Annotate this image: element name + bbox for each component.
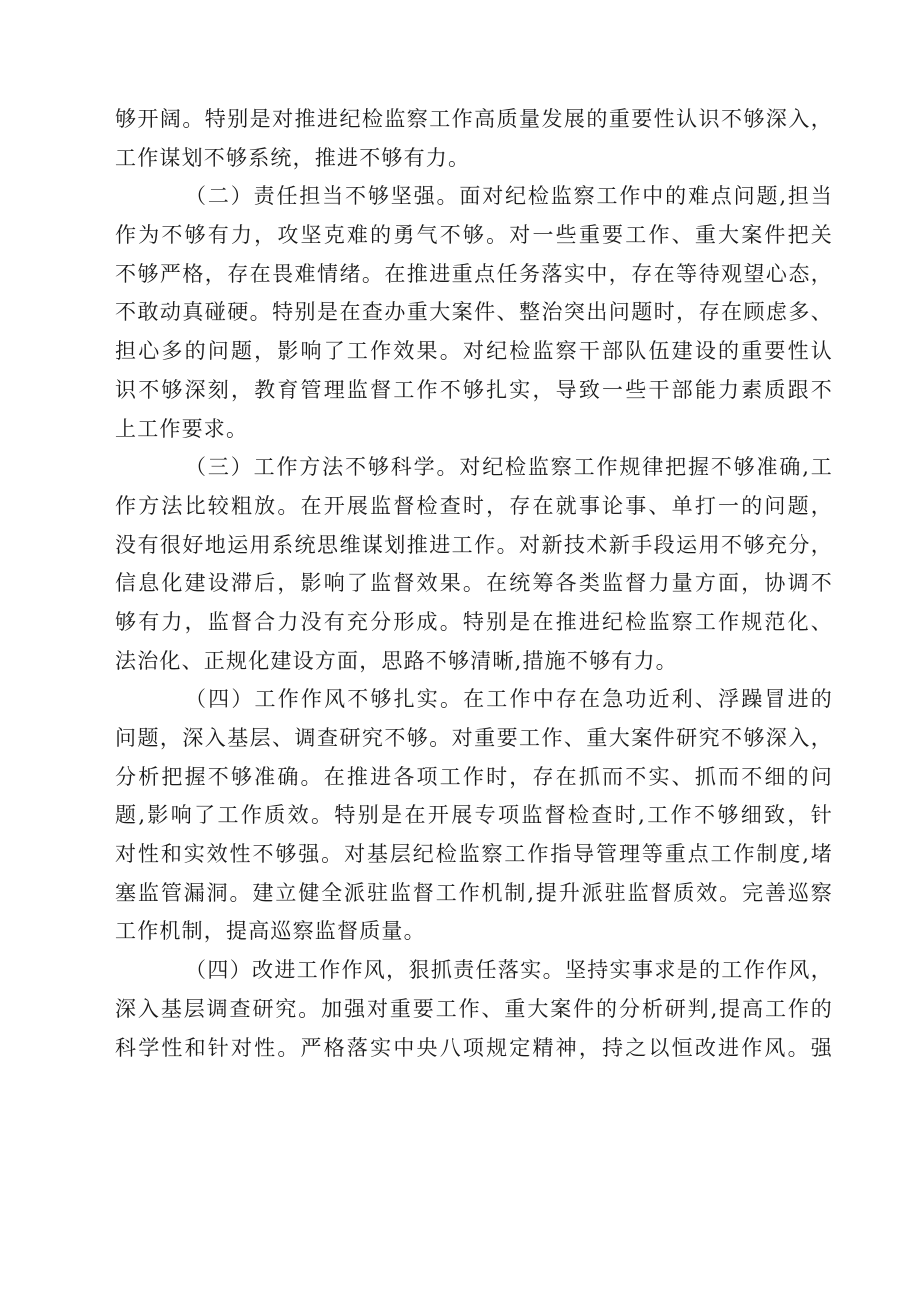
text-line: 法治化、正规化建设方面，思路不够清晰,措施不够有力。 bbox=[115, 648, 678, 673]
text-line: 不敢动真碰硬。特别是在查办重大案件、整治突出问题时，存在顾虑多、 bbox=[115, 300, 833, 325]
text-line: 担心多的问题，影响了工作效果。对纪检监察干部队伍建设的重要性认 bbox=[115, 339, 833, 364]
text-line: 不够严格，存在畏难情绪。在推进重点任务落实中，存在等待观望心态， bbox=[115, 261, 833, 286]
text-line: 工作机制，提高巡察监督质量。 bbox=[115, 919, 426, 944]
text-line: 题,影响了工作质效。特别是在开展专项监督检查时,工作不够细致，针 bbox=[115, 803, 833, 828]
text-line: 作为不够有力，攻坚克难的勇气不够。对一些重要工作、重大案件把关 bbox=[115, 223, 833, 248]
section-heading-line: （二）责任担当不够坚强。面对纪检监察工作中的难点问题,担当 bbox=[185, 184, 833, 209]
text-line: 塞监管漏洞。建立健全派驻监督工作机制,提升派驻监督质效。完善巡察 bbox=[115, 880, 833, 905]
section-heading-line: （四）工作作风不够扎实。在工作中存在急功近利、浮躁冒进的 bbox=[185, 687, 833, 712]
text-line: 对性和实效性不够强。对基层纪检监察工作指导管理等重点工作制度,堵 bbox=[115, 842, 833, 867]
text-line: 分析把握不够准确。在推进各项工作时，存在抓而不实、抓而不细的问 bbox=[115, 764, 833, 789]
text-line: 作方法比较粗放。在开展监督检查时，存在就事论事、单打一的问题， bbox=[115, 493, 833, 518]
text-line: 上工作要求。 bbox=[115, 416, 249, 441]
text-line: 问题，深入基层、调查研究不够。对重要工作、重大案件研究不够深入， bbox=[115, 726, 833, 750]
text-line: 够有力，监督合力没有充分形成。特别是在推进纪检监察工作规范化、 bbox=[115, 609, 833, 634]
text-line: 识不够深刻，教育管理监督工作不够扎实，导致一些干部能力素质跟不 bbox=[115, 377, 833, 402]
section-heading-line: （三）工作方法不够科学。对纪检监察工作规律把握不够准确,工 bbox=[185, 455, 833, 480]
text-line: 够开阔。特别是对推进纪检监察工作高质量发展的重要性认识不够深入， bbox=[115, 107, 833, 131]
text-line: 信息化建设滞后，影响了监督效果。在统筹各类监督力量方面，协调不 bbox=[115, 571, 833, 596]
document-body bbox=[115, 100, 833, 1067]
text-line: 工作谋划不够系统，推进不够有力。 bbox=[115, 145, 471, 170]
text-line: 没有很好地运用系统思维谋划推进工作。对新技术新手段运用不够充分， bbox=[115, 532, 833, 557]
section-heading-line: （四）改进工作作风，狠抓责任落实。坚持实事求是的工作作风， bbox=[185, 958, 833, 983]
text-line: 深入基层调查研究。加强对重要工作、重大案件的分析研判,提高工作的 bbox=[115, 996, 833, 1021]
text-line: 科学性和针对性。严格落实中央八项规定精神，持之以恒改进作风。强 bbox=[115, 1035, 833, 1060]
